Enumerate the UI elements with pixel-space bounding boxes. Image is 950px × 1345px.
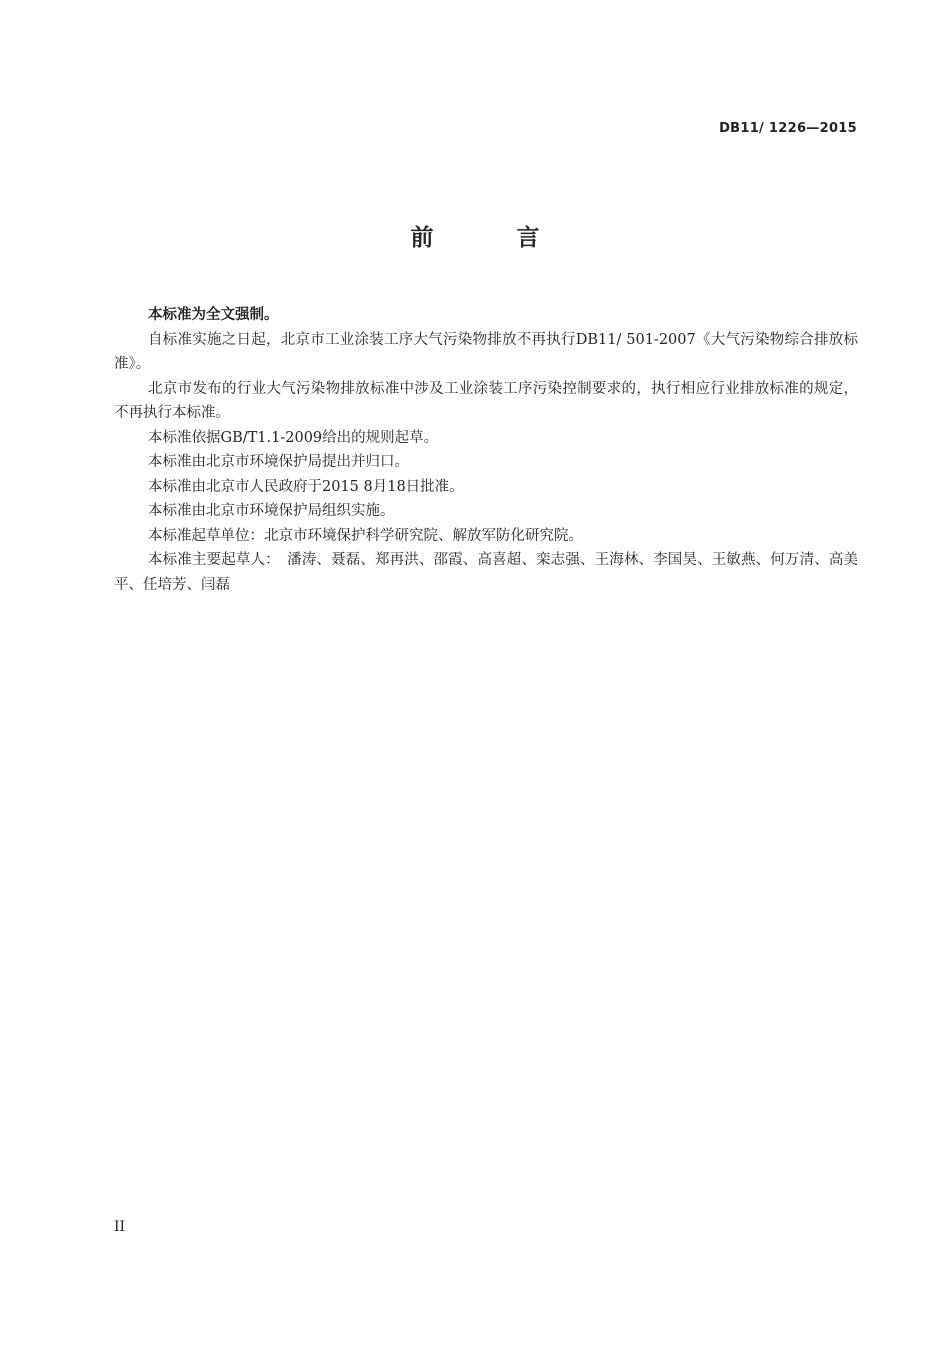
document-code: DB11/ 1226—2015	[719, 121, 857, 136]
paragraph-drafting-units: 本标准起草单位：北京市环境保护科学研究院、解放军防化研究院。	[148, 527, 583, 544]
paragraph-drafters: 本标准主要起草人： 潘涛、聂磊、郑再洪、邵霞、高喜超、栾志强、王海林、李国昊、王敏燕、何万清、高美平、任培芳、闫磊	[114, 552, 858, 593]
paragraph-industry-standard-note: 北京市发布的行业大气污染物排放标准中涉及工业涂装工序污染控制要求的，执行相应行业排放标准的规定，不再执行本标准。	[114, 380, 858, 421]
paragraph-implementer: 本标准由北京市环境保护局组织实施。	[148, 503, 395, 519]
paragraph-replacement-notice: 自标准实施之日起，北京市工业涂装工序大气污染物排放不再执行DB11/ 501-2007《大气污染物综合排放标准》。	[114, 331, 858, 372]
paragraph-approval: 本标准由北京市人民政府于2015 8月18日批准。	[148, 478, 464, 495]
paragraph-drafting-rules: 本标准依据GB/T1.1-2009给出的规则起草。	[148, 429, 439, 446]
paragraph-mandatory-statement: 本标准为全文强制。	[148, 307, 279, 323]
page-number: II	[114, 1219, 126, 1235]
foreword-body	[114, 303, 858, 597]
page-title: 前 言	[410, 225, 570, 251]
paragraph-proposer: 本标准由北京市环境保护局提出并归口。	[148, 454, 409, 470]
